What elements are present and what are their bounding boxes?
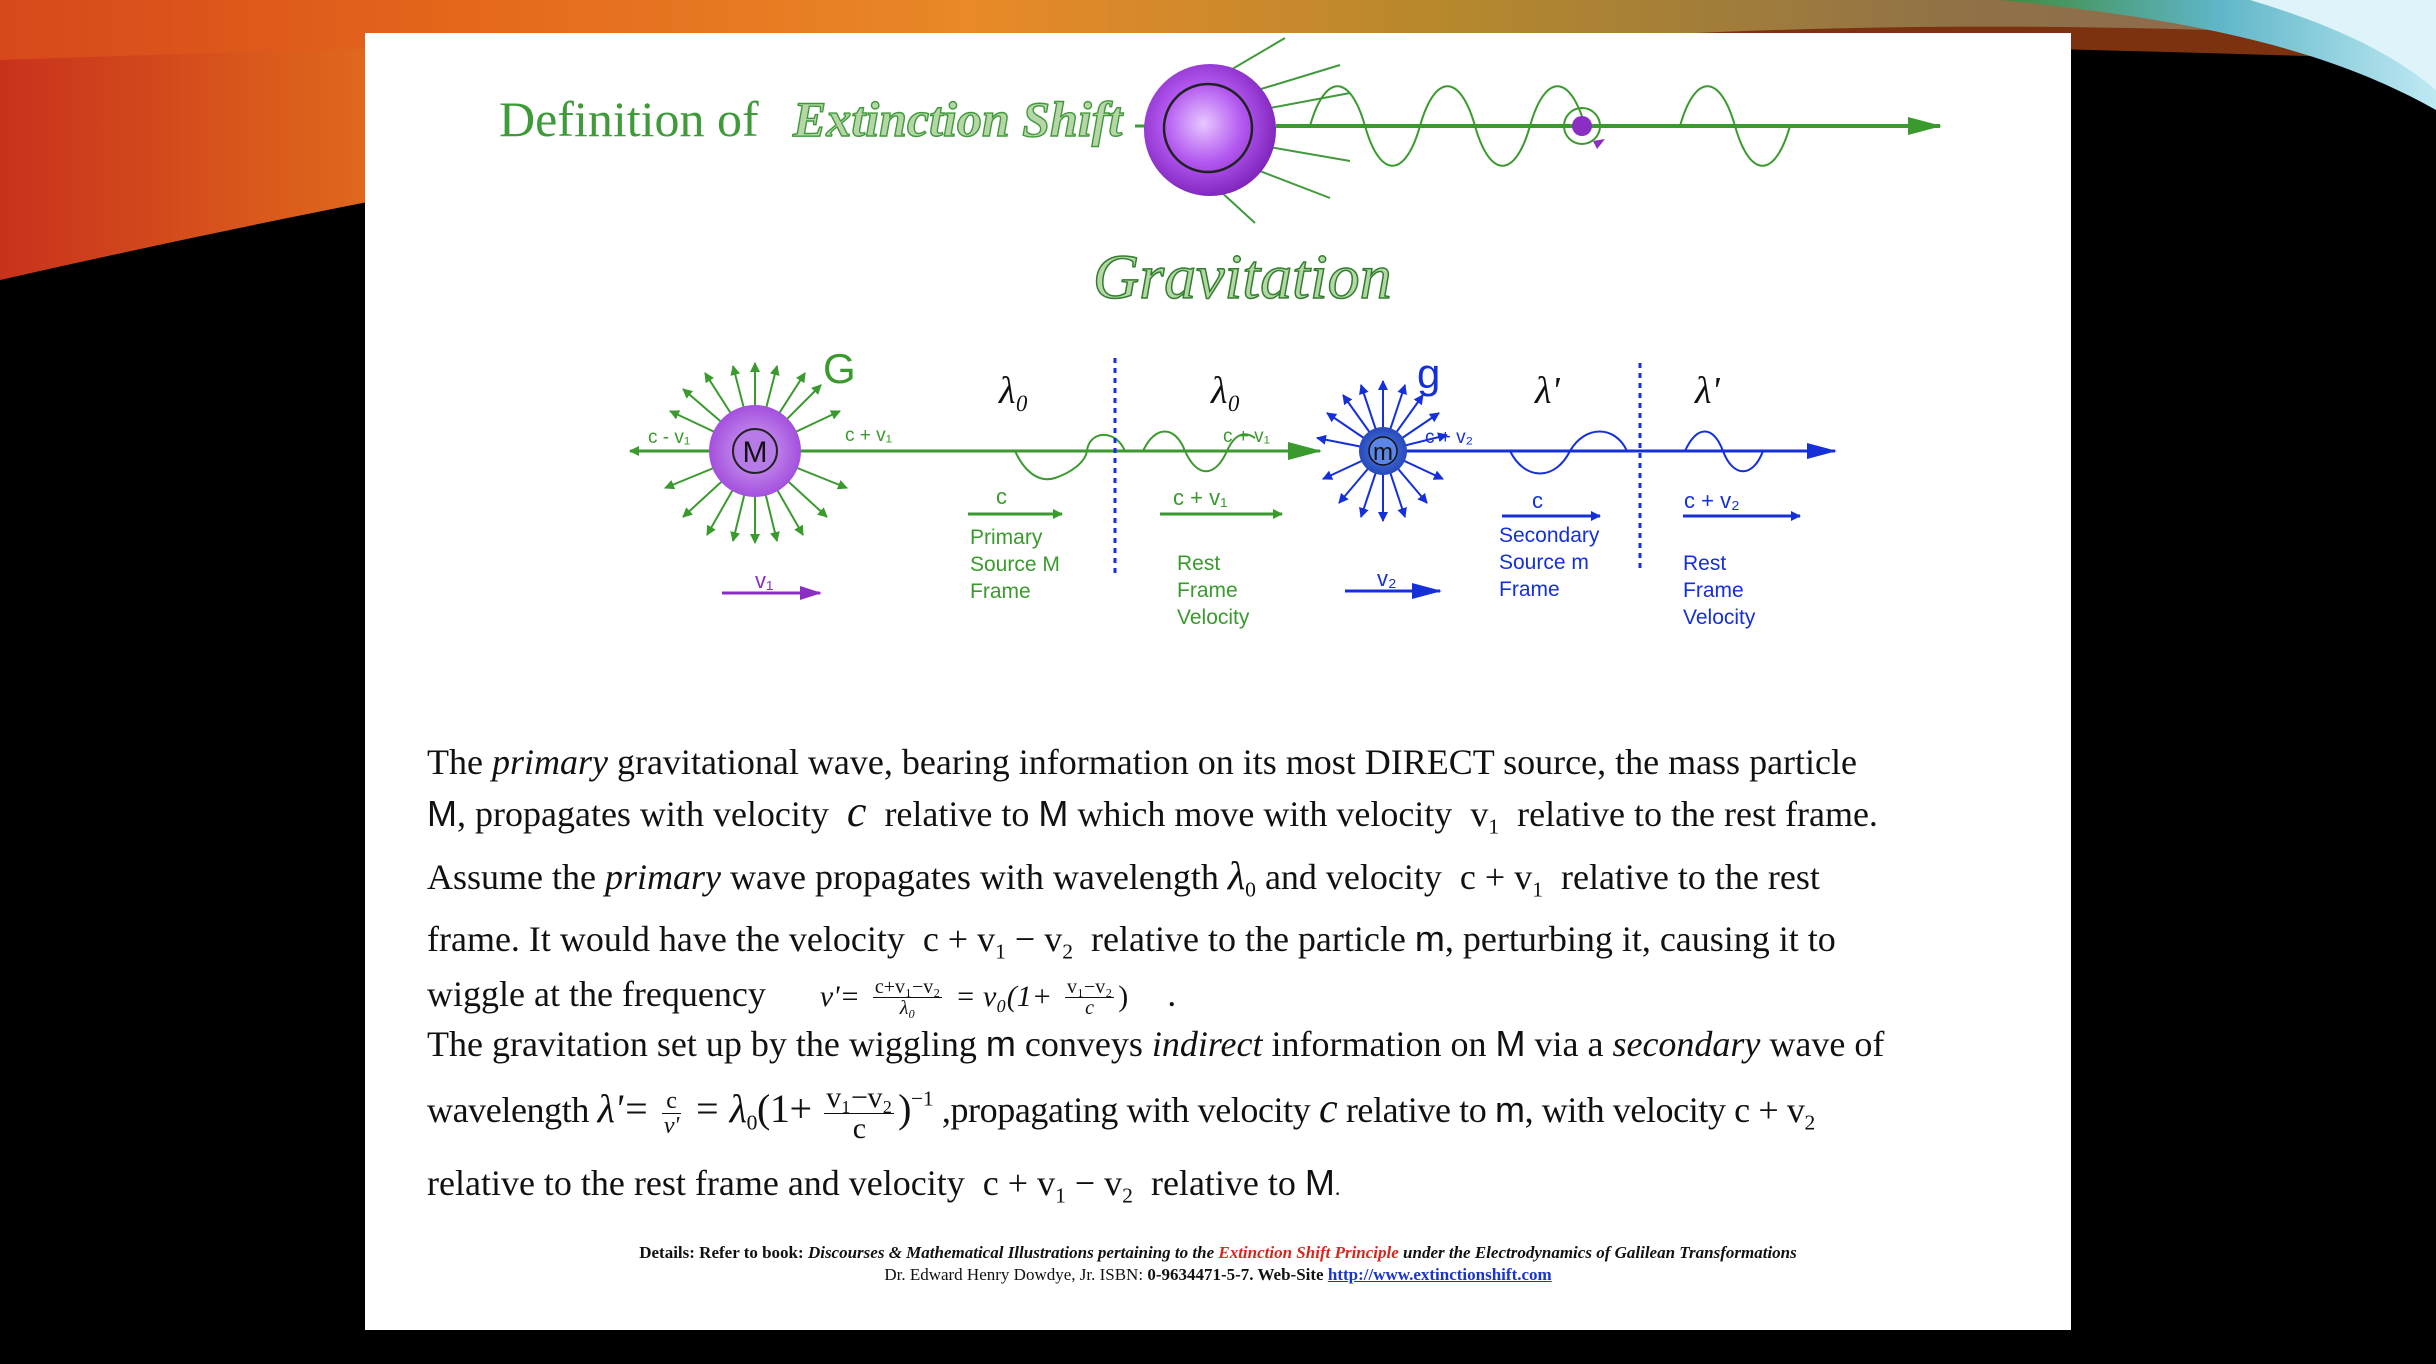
footer-website-label: . Web-Site [1249, 1265, 1324, 1284]
rest-frame2-line2: Frame [1683, 579, 1744, 602]
text-run: , with velocity [1524, 1089, 1726, 1130]
fraction-denominator: c [1085, 997, 1095, 1020]
M-left-velocity: c - v₁ [648, 427, 691, 448]
gravitation-diagram [365, 33, 2071, 713]
symbol-M: M [1038, 793, 1069, 834]
subtitle-gravitation: Gravitation [1093, 241, 1392, 312]
lambda-prime-label-b: λ' [1695, 370, 1720, 412]
fraction-numerator: c [662, 1089, 681, 1114]
m-right-velocity: c + v₂ [1425, 427, 1474, 448]
footer-author-line [365, 1264, 2071, 1286]
wavelength-fraction-2 [824, 1083, 894, 1144]
primary-wave-1 [1015, 435, 1125, 479]
subscript: 2 [1804, 1110, 1815, 1135]
lambda0-label-a: λ₀ [999, 370, 1029, 412]
symbol-nu-prime: ν'= [819, 980, 860, 1013]
wave1-velocity-label: c + v₁ [1223, 426, 1271, 447]
secondary-frame-line2: Source m [1499, 551, 1589, 574]
rest-frame1-line2: Frame [1177, 579, 1238, 602]
mass-M-particle [665, 363, 849, 543]
text-emphasis: primary [491, 742, 608, 782]
paragraph-secondary [427, 1019, 2012, 1069]
symbol-c: c [846, 787, 867, 836]
text-run: The gravitation set up by the wiggling [427, 1024, 977, 1064]
text-run: wave propagates with wavelength [729, 857, 1219, 897]
title-prefix: Definition of [499, 91, 759, 147]
fraction-numerator: v₁−v₂ [826, 1081, 893, 1114]
subscript: 2 [1062, 939, 1074, 964]
text-run: information on [1271, 1024, 1487, 1064]
text-run: , propagates with velocity [457, 794, 829, 834]
text-run: gravitational wave, bearing information on its most DIRECT source, the mass particle [616, 742, 1857, 782]
g-label: g [1417, 350, 1441, 397]
lambda0-label-b: λ₀ [1211, 370, 1241, 412]
rest-frame1-line3: Velocity [1177, 606, 1250, 629]
text-run: and velocity [1264, 857, 1442, 897]
symbol-m: m [1494, 1088, 1525, 1130]
text-run: , perturbing it, causing it to [1444, 919, 1836, 959]
G-label: G [823, 345, 856, 392]
symbol-m: m [985, 1023, 1016, 1064]
paragraph-wavelength [427, 1083, 2012, 1144]
primary-frame-line3: Frame [970, 580, 1031, 603]
text-run: relative to the rest frame. [1517, 794, 1878, 834]
symbol-M: M [1495, 1023, 1526, 1064]
fraction-denominator: c [852, 1112, 866, 1145]
expr-velocity: c + v [922, 919, 996, 959]
paren-close: ) [898, 1085, 912, 1131]
footer-author: Dr. Edward Henry Dowdye, Jr. ISBN: [884, 1265, 1144, 1284]
expr-velocity: − v [1074, 1163, 1123, 1203]
subscript: 0 [1245, 877, 1256, 902]
text-run: relative to [1150, 1163, 1296, 1203]
footer-isbn: 0-9634471-5-7 [1147, 1265, 1250, 1284]
symbol-m: m [1414, 918, 1445, 959]
text-run: The [427, 742, 483, 782]
text-run: relative to the rest [1560, 857, 1820, 897]
c-primary-label: c [996, 484, 1007, 509]
text-run: relative to [884, 794, 1030, 834]
small-particle-icon [1564, 108, 1605, 149]
paren-open: (1+ [756, 1085, 812, 1131]
v1-label: v₁ [755, 568, 774, 593]
footer-website-link[interactable]: http://www.extinctionshift.com [1327, 1265, 1552, 1284]
paragraph-frequency [427, 970, 2012, 1021]
expr-velocity: c + v [1459, 857, 1533, 897]
footer-book-principle: Extinction Shift Principle [1218, 1243, 1399, 1262]
superscript: −1 [911, 1086, 934, 1111]
symbol-lambda-prime: λ'= [597, 1085, 650, 1131]
symbol-c: c [1318, 1085, 1338, 1132]
text-emphasis: primary [604, 857, 721, 897]
M-right-velocity: c + v₁ [845, 425, 893, 446]
c-plus-v1-rest-label: c + v₁ [1173, 485, 1228, 510]
paragraph-primary-wave [427, 738, 2012, 839]
expr-lambda0: = λ [693, 1085, 747, 1131]
subscript: 1 [1488, 814, 1500, 839]
symbol-v1: v [1470, 794, 1489, 834]
paragraph-assume [427, 851, 2012, 902]
mass-m-label: m [1373, 439, 1393, 466]
text-run: relative to [1345, 1089, 1487, 1130]
text-run: conveys [1024, 1024, 1143, 1064]
footer-book-title: Discourses & Mathematical Illustrations pertaining to the [807, 1243, 1215, 1262]
text-emphasis: secondary [1612, 1024, 1761, 1064]
period: . [1167, 974, 1177, 1014]
title-particle-icon [1144, 38, 1350, 223]
symbol-lambda: λ [1227, 853, 1246, 898]
symbol-M: M [427, 793, 457, 834]
text-run: ,propagating with velocity [941, 1089, 1311, 1130]
mass-M-label: M [742, 436, 768, 469]
rest-frame2-line1: Rest [1683, 552, 1727, 575]
primary-frame-line1: Primary [970, 526, 1043, 549]
text-run: wavelength [427, 1089, 589, 1130]
text-run: wiggle at the frequency [427, 974, 766, 1014]
fraction-denominator: ν' [663, 1113, 679, 1139]
frequency-fraction [873, 977, 942, 1018]
paragraph-frame [427, 914, 2012, 964]
subscript: 1 [1532, 877, 1543, 902]
primary-frame-line2: Source M [970, 553, 1060, 576]
expr-velocity: c + v [982, 1163, 1056, 1203]
frequency-fraction-2 [1065, 977, 1114, 1018]
secondary-frame-line1: Secondary [1499, 524, 1600, 547]
expr-velocity: c + v [1734, 1089, 1805, 1130]
wavelength-fraction [662, 1089, 681, 1138]
footer-book-line [365, 1242, 2071, 1264]
slide [365, 33, 2071, 1330]
subscript: 0 [746, 1110, 757, 1135]
expr-nu0: = ν₀(1+ [955, 980, 1052, 1013]
fraction-denominator: λ₀ [899, 997, 916, 1020]
rest-frame1-line1: Rest [1177, 552, 1221, 575]
footer-book-title-end: under the Electrodynamics of Galilean Transformations [1403, 1243, 1797, 1262]
subscript: 2 [1122, 1183, 1133, 1208]
text-run: wave of [1769, 1024, 1885, 1064]
v2-label: v₂ [1377, 566, 1397, 591]
text-run: frame. It would have the velocity [427, 919, 905, 959]
c-plus-v2-rest-label: c + v₂ [1684, 488, 1740, 513]
rest-frame2-line3: Velocity [1683, 606, 1756, 629]
title-emphasis: Extinction Shift [793, 91, 1123, 147]
text-run: which move with velocity [1077, 794, 1453, 834]
paragraph-relative [427, 1158, 2012, 1212]
text-emphasis: indirect [1151, 1024, 1263, 1064]
subscript: 1 [1055, 1183, 1066, 1208]
period: . [1334, 1175, 1341, 1200]
subscript: 1 [995, 939, 1006, 964]
text-run: relative to the particle [1091, 919, 1406, 959]
secondary-frame-line3: Frame [1499, 578, 1560, 601]
c-secondary-label: c [1532, 488, 1543, 513]
symbol-M: M [1304, 1162, 1335, 1203]
lambda-prime-label-a: λ' [1535, 370, 1560, 412]
text-run: Assume the [427, 857, 596, 897]
paren-close: ) [1118, 980, 1129, 1013]
expr-velocity: − v [1014, 919, 1063, 959]
text-run: via a [1534, 1024, 1604, 1064]
primary-wave-2 [1130, 451, 1143, 478]
fraction-numerator: v₁−v₂ [1066, 976, 1113, 999]
reference-footer [365, 1242, 2071, 1286]
footer-details-label: Details: Refer to book: [639, 1243, 804, 1262]
fraction-numerator: c+v₁−v₂ [874, 976, 941, 999]
explanation-text [427, 738, 2012, 1212]
text-run: relative to the rest frame and velocity [427, 1163, 965, 1203]
